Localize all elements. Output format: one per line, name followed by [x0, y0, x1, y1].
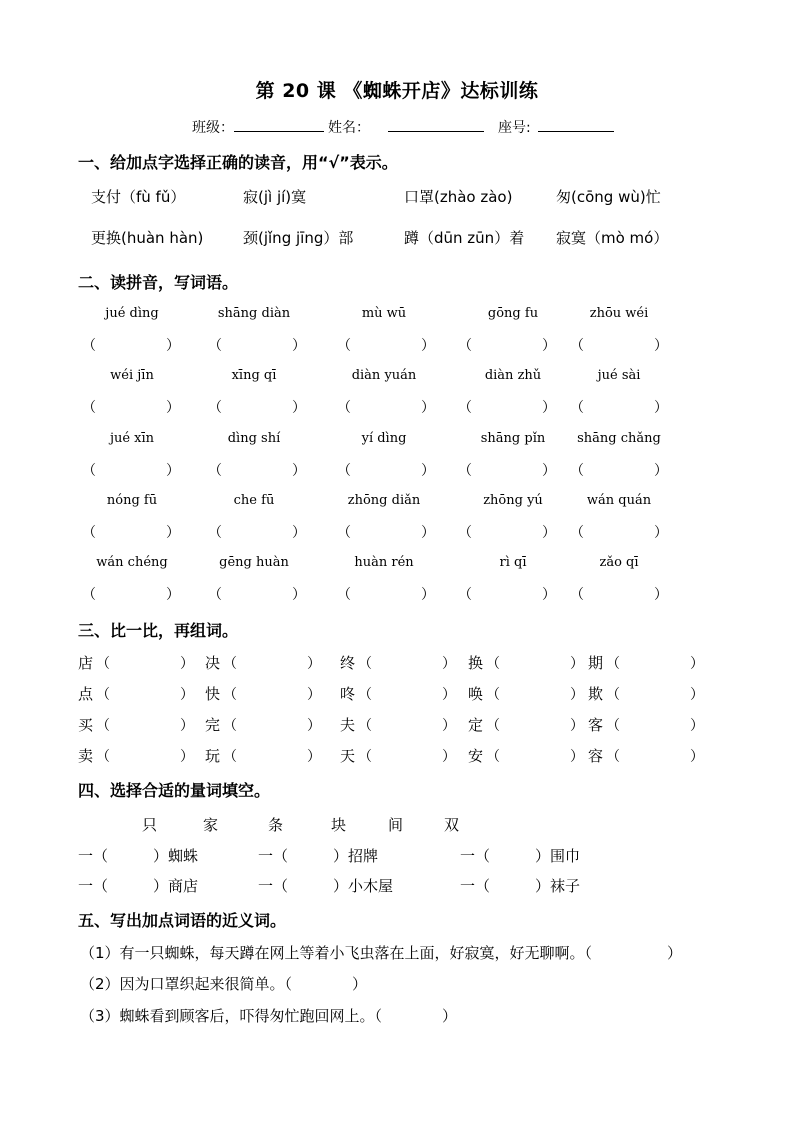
answer-blank[interactable]: （ ）	[337, 587, 435, 603]
pinyin-prompt: zhōu wéi	[589, 306, 649, 321]
compare-char: 定	[468, 716, 484, 734]
pinyin-prompt: xīng qī	[231, 368, 277, 383]
word-blank[interactable]: （ ）	[486, 749, 584, 765]
section-2-heading: 二、读拼音，写词语。	[78, 273, 239, 292]
compare-char: 容	[588, 747, 604, 765]
pinyin-prompt: wéi jīn	[110, 368, 154, 383]
answer-blank[interactable]: （ ）	[570, 400, 668, 416]
word-blank[interactable]: （ ）	[606, 718, 704, 734]
word-blank[interactable]: （ ）	[606, 656, 704, 672]
compare-char: 天	[340, 747, 356, 765]
pinyin-prompt: huàn rén	[354, 555, 414, 570]
q1-item: 颈(jǐng jīng）部	[243, 229, 354, 247]
answer-blank[interactable]: （ ）	[458, 525, 556, 541]
compare-char: 买	[78, 716, 94, 734]
fill-item[interactable]: 一（ ）袜子	[460, 877, 581, 895]
answer-blank[interactable]: （ ）	[82, 525, 180, 541]
pinyin-prompt: zǎo qī	[599, 555, 639, 570]
pinyin-prompt: jué sài	[597, 368, 641, 383]
measure-word: 间	[388, 816, 404, 834]
pinyin-prompt: wán quán	[586, 493, 652, 508]
answer-blank[interactable]: （ ）	[337, 463, 435, 479]
answer-blank[interactable]: （ ）	[208, 400, 306, 416]
pinyin-prompt: shāng chǎng	[577, 431, 661, 446]
pinyin-prompt: rì qī	[499, 555, 527, 570]
answer-blank[interactable]: （ ）	[208, 525, 306, 541]
pinyin-prompt: nóng fū	[106, 493, 158, 508]
word-blank[interactable]: （ ）	[358, 749, 456, 765]
pinyin-prompt: gōng fu	[487, 306, 539, 321]
fill-item[interactable]: 一（ ）商店	[78, 877, 199, 895]
fill-item[interactable]: 一（ ）小木屋	[258, 877, 394, 895]
word-blank[interactable]: （ ）	[486, 656, 584, 672]
compare-char: 完	[205, 716, 221, 734]
answer-blank[interactable]: （ ）	[208, 587, 306, 603]
measure-word: 双	[444, 816, 460, 834]
word-blank[interactable]: （ ）	[358, 687, 456, 703]
compare-char: 换	[468, 654, 484, 672]
answer-blank[interactable]: （ ）	[458, 400, 556, 416]
name-field[interactable]	[388, 117, 484, 132]
pinyin-prompt: gēng huàn	[219, 555, 289, 570]
word-blank[interactable]: （ ）	[486, 687, 584, 703]
answer-blank[interactable]: （ ）	[458, 463, 556, 479]
answer-blank[interactable]: （ ）	[337, 525, 435, 541]
answer-blank[interactable]: （ ）	[570, 525, 668, 541]
page-title: 第 20 课 《蜘蛛开店》达标训练	[255, 80, 539, 102]
section-5-heading: 五、写出加点词语的近义词。	[78, 911, 287, 930]
pinyin-prompt: wán chéng	[96, 555, 168, 570]
q1-item: 口罩(zhào zào)	[404, 188, 513, 206]
measure-word: 条	[268, 816, 284, 834]
answer-blank[interactable]: （ ）	[337, 338, 435, 354]
word-blank[interactable]: （ ）	[606, 749, 704, 765]
word-blank[interactable]: （ ）	[606, 687, 704, 703]
measure-word: 块	[331, 816, 347, 834]
compare-char: 点	[78, 685, 94, 703]
compare-char: 客	[588, 716, 604, 734]
compare-char: 欺	[588, 685, 604, 703]
q1-item: 寂(jì jí)寞	[243, 188, 307, 206]
synonym-question-1[interactable]: （1）有一只蜘蛛，每天蹲在网上等着小飞虫落在上面，好寂寞，好无聊啊。（ ）	[80, 944, 683, 962]
answer-blank[interactable]: （ ）	[82, 400, 180, 416]
answer-blank[interactable]: （ ）	[570, 463, 668, 479]
compare-char: 卖	[78, 747, 94, 765]
compare-char: 唤	[468, 685, 484, 703]
section-3-heading: 三、比一比，再组词。	[78, 621, 239, 640]
pinyin-prompt: zhōng yú	[483, 493, 543, 508]
word-blank[interactable]: （ ）	[223, 687, 321, 703]
pinyin-prompt: yí dìng	[361, 431, 407, 446]
compare-char: 咚	[340, 685, 356, 703]
compare-char: 店	[78, 654, 94, 672]
word-blank[interactable]: （ ）	[96, 749, 194, 765]
answer-blank[interactable]: （ ）	[458, 587, 556, 603]
name-label: 姓名：	[328, 120, 370, 136]
fill-item[interactable]: 一（ ）招牌	[258, 847, 379, 865]
q1-item: 匆(cōng wù)忙	[556, 188, 661, 206]
pinyin-prompt: shāng diàn	[217, 306, 291, 321]
fill-item[interactable]: 一（ ）围巾	[460, 847, 581, 865]
compare-char: 安	[468, 747, 484, 765]
answer-blank[interactable]: （ ）	[208, 463, 306, 479]
measure-word: 家	[203, 816, 219, 834]
pinyin-prompt: zhōng diǎn	[347, 493, 421, 508]
compare-char: 玩	[205, 747, 221, 765]
answer-blank[interactable]: （ ）	[458, 338, 556, 354]
word-blank[interactable]: （ ）	[486, 718, 584, 734]
synonym-question-2[interactable]: （2）因为口罩织起来很简单。（ ）	[80, 975, 368, 993]
section-4-heading: 四、选择合适的量词填空。	[78, 781, 271, 800]
q1-item: 蹲（dūn zūn）着	[404, 229, 525, 247]
pinyin-prompt: diàn yuán	[351, 368, 417, 383]
compare-char: 决	[205, 654, 221, 672]
measure-word: 只	[142, 816, 158, 834]
q1-item: 支付（fù fǔ）	[91, 188, 186, 206]
word-blank[interactable]: （ ）	[96, 656, 194, 672]
answer-blank[interactable]: （ ）	[82, 463, 180, 479]
answer-blank[interactable]: （ ）	[570, 338, 668, 354]
synonym-question-3[interactable]: （3）蜘蛛看到顾客后，吓得匆忙跑回网上。（ ）	[80, 1007, 458, 1025]
answer-blank[interactable]: （ ）	[82, 587, 180, 603]
pinyin-prompt: diàn zhǔ	[484, 368, 542, 383]
pinyin-prompt: dìng shí	[227, 431, 281, 446]
word-blank[interactable]: （ ）	[96, 718, 194, 734]
word-blank[interactable]: （ ）	[223, 718, 321, 734]
answer-blank[interactable]: （ ）	[570, 587, 668, 603]
pinyin-prompt: shāng pǐn	[480, 431, 546, 446]
pinyin-prompt: jué dìng	[105, 306, 159, 321]
pinyin-prompt: che fū	[233, 493, 275, 508]
word-blank[interactable]: （ ）	[223, 656, 321, 672]
compare-char: 终	[340, 654, 356, 672]
answer-blank[interactable]: （ ）	[82, 338, 180, 354]
compare-char: 期	[588, 654, 604, 672]
word-blank[interactable]: （ ）	[96, 687, 194, 703]
class-label: 班级：	[192, 120, 234, 136]
q1-item: 寂寞（mò mó）	[556, 229, 669, 247]
class-field[interactable]	[234, 117, 324, 132]
word-blank[interactable]: （ ）	[358, 656, 456, 672]
pinyin-prompt: mù wū	[361, 306, 407, 321]
word-blank[interactable]: （ ）	[358, 718, 456, 734]
compare-char: 快	[205, 685, 221, 703]
seat-field[interactable]	[538, 117, 614, 132]
word-blank[interactable]: （ ）	[223, 749, 321, 765]
fill-item[interactable]: 一（ ）蜘蛛	[78, 847, 199, 865]
section-1-heading: 一、给加点字选择正确的读音，用“√”表示。	[78, 153, 398, 172]
q1-item: 更换(huàn hàn)	[91, 229, 204, 247]
pinyin-prompt: jué xīn	[109, 431, 155, 446]
answer-blank[interactable]: （ ）	[337, 400, 435, 416]
answer-blank[interactable]: （ ）	[208, 338, 306, 354]
seat-label: 座号:	[498, 120, 531, 136]
compare-char: 夫	[340, 716, 356, 734]
